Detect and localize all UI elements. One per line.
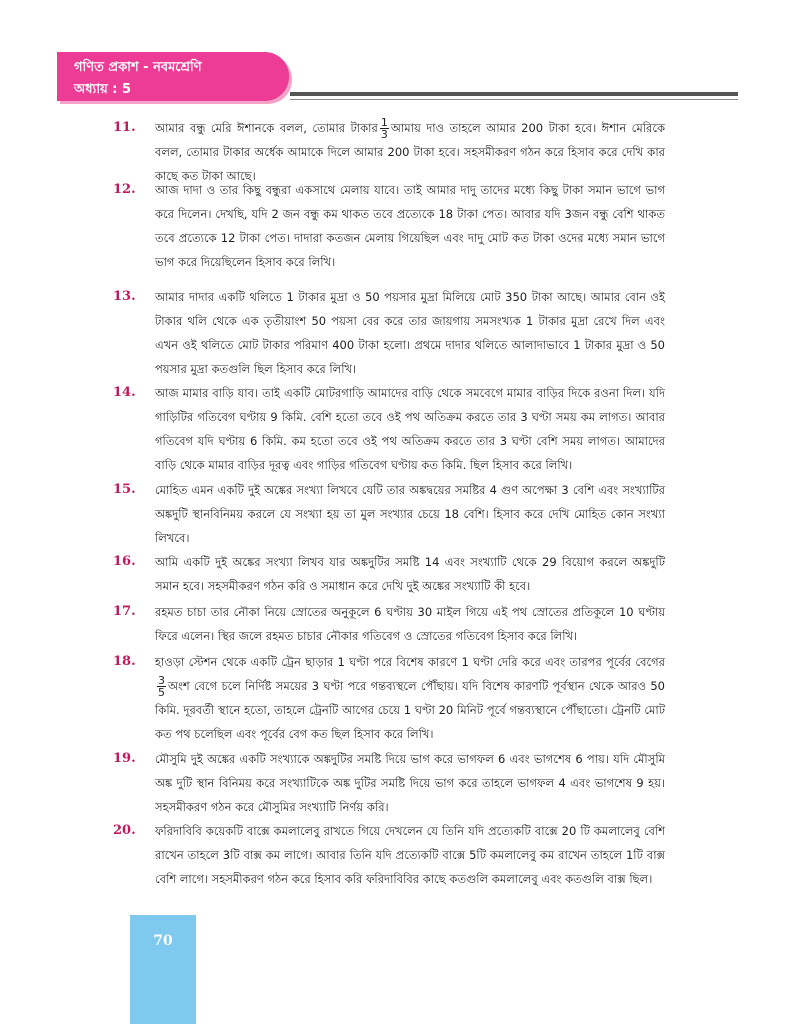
problem-number: 14. xyxy=(113,385,136,400)
problem-list xyxy=(113,116,673,915)
problem-number: 17. xyxy=(113,604,136,619)
fraction-one-third: $\frac{1}{3}$ xyxy=(380,116,388,141)
problem-text: হাওড়া স্টেশন থেকে একটি ট্রেন ছাড়ার 1 ঘণ্টা পরে বিশেষ কারণে 1 ঘণ্টা দেরি করে এবং তারপর পূর্বের বেগের $\frac{3}{5}$ অংশ বেগে চলে নির্দিষ্ট সময়ের 3 ঘণ্টা পরে গন্তব্যস্থলে পৌঁছায়। যদি বিশেষ কারণটি পূর্বস্থান থেকে আরও 50 কিমি. দূরবর্তী স্থানে হতো, তাহলে ট্রেনটি আগের চেয়ে 1 ঘণ্টা 20 মিনিট পূর্বে গন্তব্যস্থানে পৌঁছাতো। ট্রেনটি মোট কত পথ চলেছিল এবং পূর্বের বেগ কত ছিল হিসাব করে লিখি। xyxy=(155,655,665,741)
page-number: 70 xyxy=(153,933,173,949)
problem-text: মৌসুমি দুই অঙ্কের একটি সংখ্যাকে অঙ্কদুটির সমষ্টি দিয়ে ভাগ করে ভাগফল 6 এবং ভাগশেষ 6 পায়। যদি মৌসুমি অঙ্ক দুটি স্থান বিনিময় করে সংখ্যাটিকে অঙ্ক দুটির সমষ্টি দিয়ে ভাগ করে তাহলে ভাগফল 4 এবং ভাগশেষ 9 হয়। সহসমীকরণ গঠন করে মৌসুমির সংখ্যাটি নির্ণয় করি। xyxy=(155,752,665,814)
problem-text: আজ দাদা ও তার কিছু বন্ধুরা একসাথে মেলায় যাবে। তাই আমার দাদু তাদের মধ্যে কিছু টাকা সমান ভাগে ভাগ করে দিলেন। দেখছি, যদি 2 জন বন্ধু কম থাকত তবে প্রত্যেকে 18 টাকা পেত। আবার যদি 3জন বন্ধু বেশি থাকত তবে প্রত্যেকে 12 টাকা পেত। দাদারা কতজন মেলায় গিয়েছিল এবং দাদু মোট কত টাকা ওদের মধ্যে সমান ভাগে ভাগ করে দিয়েছিলেন হিসাব করে লিখি। xyxy=(155,183,665,269)
problem-17 xyxy=(113,600,673,650)
problem-number: 18. xyxy=(113,654,136,669)
problem-number: 16. xyxy=(113,554,136,569)
problem-14 xyxy=(113,381,673,478)
fraction-three-fifths: $\frac{3}{5}$ xyxy=(158,674,165,699)
problem-number: 15. xyxy=(113,482,136,497)
problem-11 xyxy=(113,116,673,183)
problem-text: আমার দাদার একটি থলিতে 1 টাকার মুদ্রা ও 50 পয়সার মুদ্রা মিলিয়ে মোট 350 টাকা আছে। আমার বোন ওই টাকার থলি থেকে এক তৃতীয়াংশ 50 পয়সা বের করে তার জায়গায় সমসংখ্যক 1 টাকার মুদ্রা রেখে দিল এবং এখন ওই থলিতে মোট টাকার পরিমাণ 400 টাকা হলো। প্রথমে দাদার থলিতে আলাদাভাবে 1 টাকার মুদ্রা ও 50 পয়সার মুদ্রা কতগুলি ছিল হিসাব করে লিখি। xyxy=(155,290,665,376)
header-rule xyxy=(290,92,738,96)
problem-number: 13. xyxy=(113,289,136,304)
page-number-tab xyxy=(130,915,196,1024)
problem-text: মোহিত এমন একটি দুই অঙ্কের সংখ্যা লিখবে যেটি তার অঙ্কদ্বয়ের সমষ্টির 4 গুণ অপেক্ষা 3 বেশি এবং সংখ্যাটির অঙ্কদুটি স্থানবিনিময় করলে যে সংখ্যা হয় তা মুল সংখ্যার চেয়ে 18 বেশি। হিসাব করে দেখি মোহিত কোন সংখ্যা লিখবে। xyxy=(155,483,665,545)
problem-text: আমার বন্ধু মেরি ঈশানকে বলল, তোমার টাকার $\frac{1}{3}$ আমায় দাও তাহলে আমার 200 টাকা হবে। ঈশান মেরিকে বলল, তোমার টাকার অর্ধেক আমাকে দিলে আমার 200 টাকা হবে। সহসমীকরণ গঠন করে হিসাব করে দেখি কার কাছে কত টাকা আছে। xyxy=(155,116,665,183)
chapter-label: অধ্যায় : 5 xyxy=(74,82,132,97)
problem-number: 11. xyxy=(113,120,136,135)
problem-18 xyxy=(113,650,673,747)
problem-number: 19. xyxy=(113,751,136,766)
problem-16 xyxy=(113,550,673,600)
problem-text: আজ মামার বাড়ি যাব। তাই একটি মোটরগাড়ি আমাদের বাড়ি থেকে সমবেগে মামার বাড়ির দিকে রওনা দিল। যদি গাড়িটির গতিবেগ ঘণ্টায় 9 কিমি. বেশি হতো তবে ওই পথ অতিক্রম করতে তার 3 ঘণ্টা সময় কম লাগত। আবার গতিবেগ যদি ঘণ্টায় 6 কিমি. কম হতো তবে ওই পথ অতিক্রম করতে তার 3 ঘণ্টা বেশি সময় লাগত। আমাদের বাড়ি থেকে মামার বাড়ির দূরত্ব এবং গাড়ির গতিবেগ ঘণ্টায় কত কিমি. ছিল হিসাব করে লিখি। xyxy=(155,386,665,472)
book-title: গণিত প্রকাশ - নবমশ্রেণি xyxy=(74,60,202,75)
problem-13 xyxy=(113,285,673,381)
problem-19 xyxy=(113,747,673,819)
problem-text: আমি একটি দুই অঙ্কের সংখ্যা লিখব যার অঙ্কদুটির সমষ্টি 14 এবং সংখ্যাটি থেকে 29 বিয়োগ করলে অঙ্কদুটি সমান হবে। সহসমীকরণ গঠন করি ও সমাধান করে দেখি দুই অঙ্কের সংখ্যাটি কী হবে। xyxy=(155,555,665,593)
problem-text: রহমত চাচা তার নৌকা নিয়ে স্রোতের অনুকূলে 6 ঘণ্টায় 30 মাইল গিয়ে এই পথ স্রোতের প্রতিকূলে 10 ঘণ্টায় ফিরে এলেন। স্থির জলে রহমত চাচার নৌকার গতিবেগ ও স্রোতের গতিবেগ হিসাব করে লিখি। xyxy=(155,605,665,643)
header-rule-thin xyxy=(290,99,738,100)
problem-15 xyxy=(113,478,673,550)
problem-12 xyxy=(113,178,673,285)
problem-20 xyxy=(113,819,673,915)
problem-number: 20. xyxy=(113,823,136,838)
problem-number: 12. xyxy=(113,182,136,197)
problem-text: ফরিদাবিবি কয়েকটি বাক্সে কমলালেবু রাখতে গিয়ে দেখলেন যে তিনি যদি প্রত্যেকটি বাক্সে 20 টি কমলালেবু বেশি রাখেন তাহলে 3টি বাক্স কম লাগে। আবার তিনি যদি প্রত্যেকটি বাক্সে 5টি কমলালেবু কম রাখেন তাহলে 1টি বাক্স বেশি লাগে। সহসমীকরণ গঠন করে হিসাব করি ফরিদাবিবির কাছে কতগুলি কমলালেবু এবং কতগুলি বাক্স ছিল। xyxy=(155,824,665,886)
